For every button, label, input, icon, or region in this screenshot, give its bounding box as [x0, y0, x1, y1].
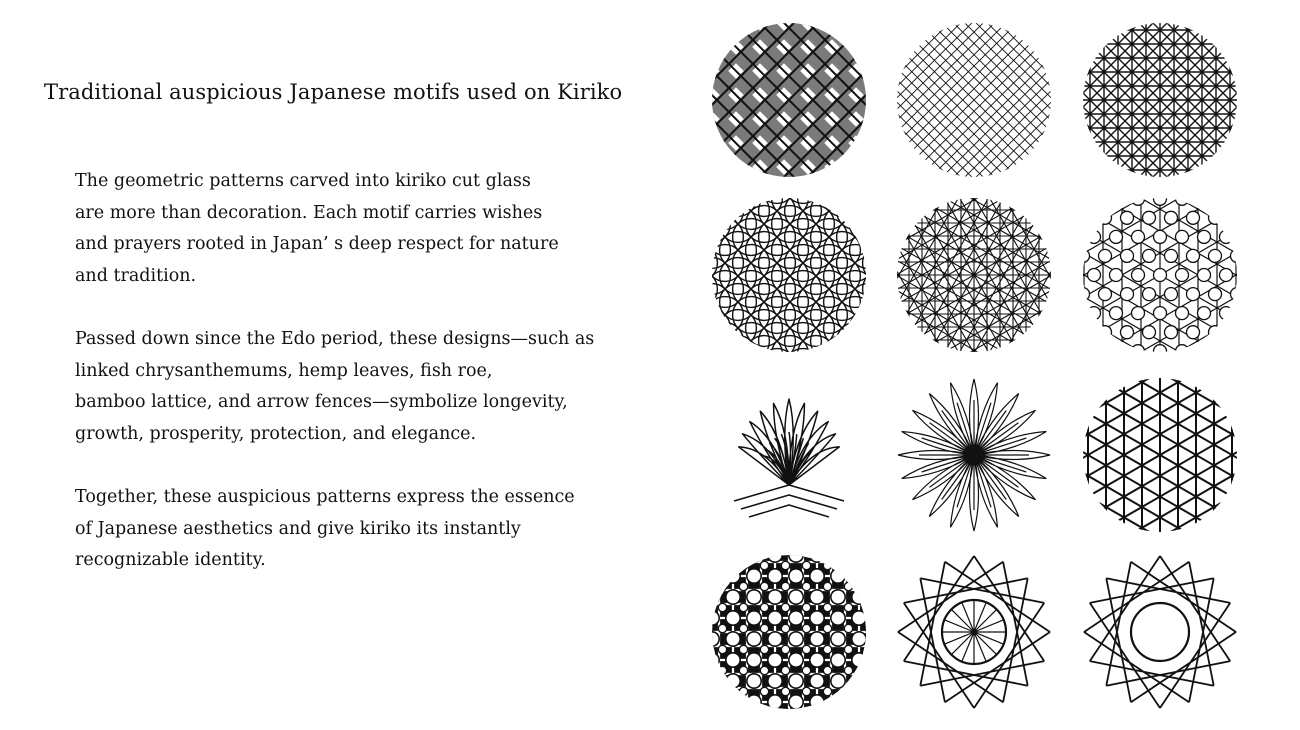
text-line: growth, prosperity, protection, and elegance.	[75, 423, 477, 444]
text-line: Together, these auspicious patterns express the essence	[75, 487, 575, 507]
motif-interlocking-circles-icon	[668, 154, 900, 386]
paragraph-history	[75, 324, 635, 450]
motif-hemp-leaf-icon	[789, 90, 1160, 461]
motif-chrysanthemum-icon	[898, 379, 1050, 531]
text-line: Passed down since the Edo period, these designs—such as	[75, 329, 595, 349]
motif-diamond-lattice-icon	[594, 0, 985, 295]
text-line: The geometric patterns carved into kiriko cut glass	[75, 171, 531, 191]
motif-fan-leaves-icon	[734, 399, 844, 517]
text-line: and tradition.	[75, 265, 197, 286]
intro-text	[75, 166, 635, 609]
page-title: Traditional auspicious Japanese motifs used on Kiriko	[44, 80, 623, 104]
text-line: of Japanese aesthetics and give kiriko its instantly	[75, 518, 521, 539]
motif-triangular-lattice-icon	[981, 269, 1300, 642]
text-line: recognizable identity.	[75, 550, 266, 570]
motif-star-circle-spokes-icon	[898, 556, 1050, 708]
text-line: and prayers rooted in Japan’ s deep respect for nature	[75, 234, 559, 254]
text-line: bamboo lattice, and arrow fences—symbolize longevity,	[75, 392, 568, 412]
motif-star-lattice-icon	[975, 0, 1300, 285]
paragraph-meaning	[75, 166, 635, 292]
motif-star-circle-icon	[1084, 556, 1236, 708]
motif-flower-lattice-icon	[977, 82, 1300, 468]
motif-fine-crosshatch-icon	[791, 0, 1158, 283]
text-line: are more than decoration. Each motif carries wishes	[75, 202, 543, 223]
motif-fish-roe-icon	[649, 492, 929, 730]
text-line: linked chrysanthemums, hemp leaves, fish roe,	[75, 360, 493, 381]
paragraph-summary	[75, 482, 635, 577]
